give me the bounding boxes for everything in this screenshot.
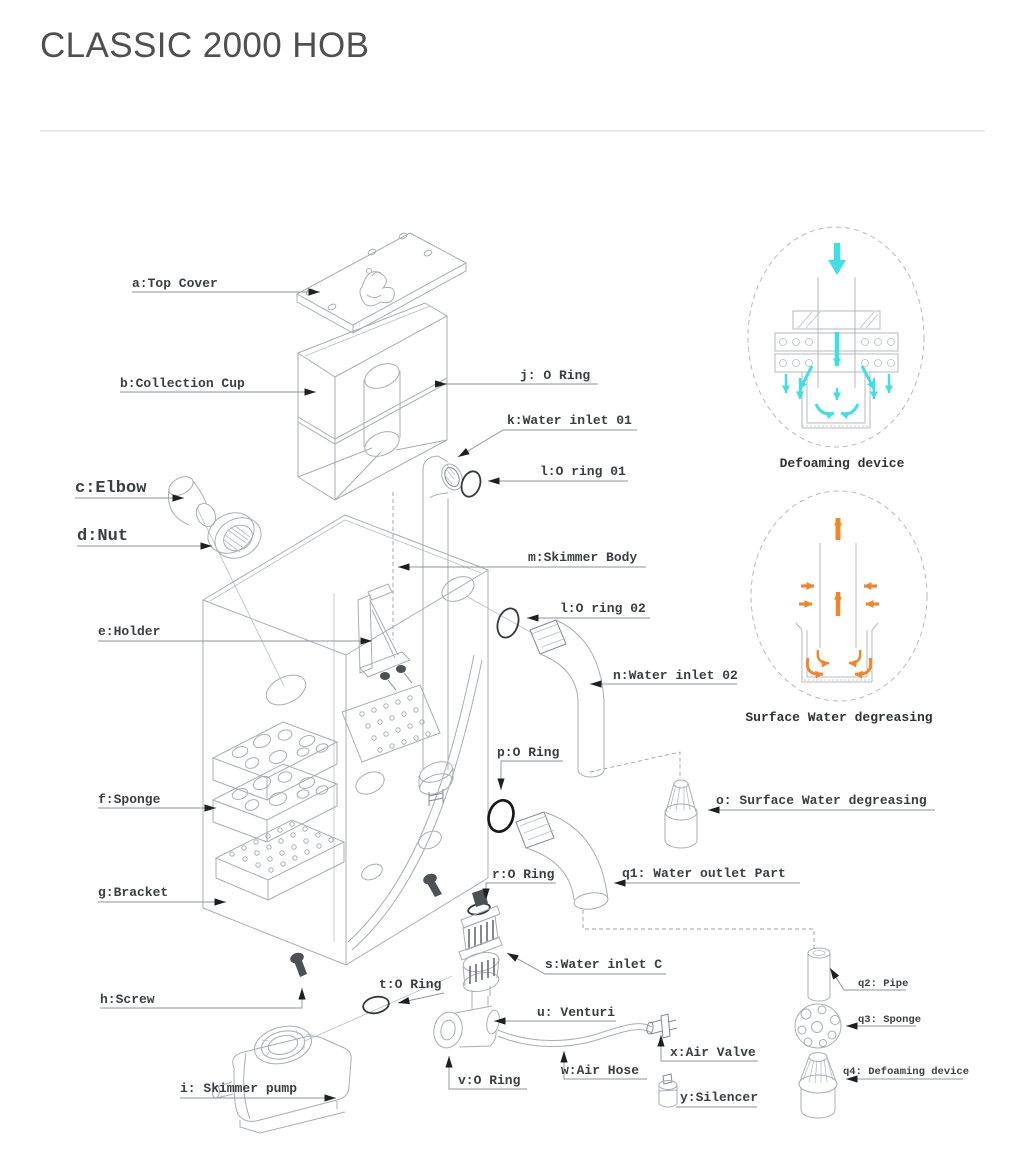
label-q2-pipe: q2: Pipe [858,978,909,990]
part-c-elbow [166,473,284,686]
label-m-skimmer-body: m:Skimmer Body [528,550,638,565]
inset-defoaming-caption: Defoaming device [779,456,905,471]
inset-surface-caption: Surface Water degreasing [745,710,933,725]
part-d-nut [201,505,268,566]
part-e-holder [358,584,412,690]
part-s-water-inlet-c [459,889,502,1000]
part-y-silencer [659,1074,677,1107]
label-b-collection-cup: b:Collection Cup [120,376,245,391]
label-l2-o-ring-02: l:O ring 02 [560,601,646,616]
inset1-flow-arrows [786,243,889,414]
inset-surface-degreasing [745,491,932,725]
labels [75,276,969,1107]
label-x-air-valve: x:Air Valve [670,1045,756,1060]
label-v-o-ring: v:O Ring [458,1073,521,1088]
label-n-water-inlet-02: n:Water inlet 02 [613,668,738,683]
part-l2-o-ring-02 [494,606,522,641]
part-l1-o-ring-01 [458,469,483,499]
part-q4-defoaming-device [799,1053,837,1119]
part-f-sponge [213,722,337,842]
sponge-pebbles-2 [231,770,329,812]
perforation-dots-bracket [230,822,333,872]
label-q4-defoaming-device: q4: Defoaming device [843,1066,970,1078]
part-q3-sponge [795,1004,841,1048]
inset-defoaming-device [748,227,924,471]
part-g-bracket [216,820,344,900]
label-y-silencer: y:Silencer [680,1090,759,1105]
part-o-surface-degreasing [590,752,697,848]
part-a-top-cover [297,232,466,333]
label-t-o-ring: t:O Ring [379,977,442,992]
label-s-water-inlet-c: s:Water inlet C [545,957,663,972]
label-r-o-ring: r:O Ring [492,867,555,882]
label-a-top-cover: a:Top Cover [132,276,218,291]
label-k-water-inlet-01: k:Water inlet 01 [507,413,632,428]
label-w-air-hose: w:Air Hose [561,1063,640,1078]
label-e-holder: e:Holder [98,624,161,639]
page-title: CLASSIC 2000 HOB [40,26,370,65]
label-j-o-ring: j: O Ring [520,368,591,383]
label-l1-o-ring-01: l:O ring 01 [540,464,626,479]
label-q3-sponge: q3: Sponge [858,1014,922,1026]
label-f-sponge: f:Sponge [98,792,161,807]
label-c-elbow: c:Elbow [75,479,147,498]
part-q2-pipe [808,948,830,1001]
part-p-o-ring [485,797,518,835]
perforation-dots-upper [360,696,430,752]
label-u-venturi: u: Venturi [537,1005,616,1020]
seahorse-logo [360,269,394,306]
part-u-venturi [431,996,501,1051]
label-g-bracket: g:Bracket [98,885,169,900]
label-i-skimmer-pump: i: Skimmer pump [180,1081,298,1096]
part-i-skimmer-pump [212,1021,352,1133]
part-b-collection-cup [298,303,447,500]
label-p-o-ring: p:O Ring [497,745,560,760]
label-o-surface-degreasing: o: Surface Water degreasing [716,793,927,808]
part-w-air-hose [498,1024,652,1047]
label-q1-water-outlet: q1: Water outlet Part [622,866,786,881]
part-m-skimmer-body [203,492,488,965]
label-h-screw: h:Screw [100,992,155,1007]
label-d-nut: d:Nut [77,527,129,546]
sponge-pebbles-1 [231,728,329,770]
